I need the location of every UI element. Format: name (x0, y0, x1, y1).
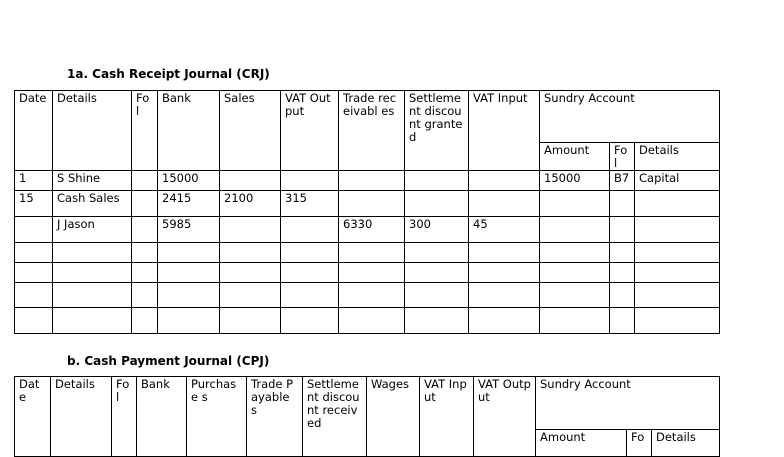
crj-cell-trade-receivables (339, 243, 405, 263)
crj-cell-trade-receivables (339, 171, 405, 191)
cpj-header-sundry-fol: Fo (627, 430, 652, 457)
crj-cell-details (53, 283, 132, 308)
crj-cell-fol (132, 243, 158, 263)
crj-cell-settlement-discount (405, 243, 469, 263)
crj-header-bank: Bank (158, 91, 220, 171)
crj-cell-sundry-details (635, 243, 720, 263)
crj-header-vat-input: VAT Input (469, 91, 540, 171)
crj-cell-bank: 15000 (158, 171, 220, 191)
crj-cell-sundry-fol (610, 308, 635, 334)
crj-cell-vat-output: 315 (281, 191, 339, 217)
crj-cell-details: S Shine (53, 171, 132, 191)
cpj-table (14, 376, 720, 457)
crj-cell-sales (220, 263, 281, 283)
crj-cell-details: J Jason (53, 217, 132, 243)
cpj-header-sundry-amount: Amount (536, 430, 627, 457)
crj-cell-vat-input (469, 263, 540, 283)
crj-cell-date (15, 283, 53, 308)
crj-cell-bank (158, 263, 220, 283)
crj-cell-sundry-fol (610, 263, 635, 283)
crj-cell-sundry-fol: B7 (610, 171, 635, 191)
crj-header-fol: Fo l (132, 91, 158, 171)
crj-cell-trade-receivables (339, 308, 405, 334)
crj-cell-sales (220, 308, 281, 334)
crj-cell-vat-output (281, 217, 339, 243)
crj-cell-date: 15 (15, 191, 53, 217)
crj-cell-settlement-discount (405, 191, 469, 217)
crj-header-sundry: Sundry Account (540, 91, 720, 143)
crj-cell-sundry-amount: 15000 (540, 171, 610, 191)
crj-cell-bank: 5985 (158, 217, 220, 243)
crj-cell-date (15, 217, 53, 243)
cpj-header-details: Details (51, 377, 112, 457)
crj-cell-details (53, 263, 132, 283)
crj-cell-vat-input: 45 (469, 217, 540, 243)
crj-cell-settlement-discount (405, 308, 469, 334)
crj-cell-sundry-details (635, 191, 720, 217)
crj-cell-sales: 2100 (220, 191, 281, 217)
crj-cell-vat-input (469, 283, 540, 308)
crj-header-details: Details (53, 91, 132, 171)
crj-cell-details: Cash Sales (53, 191, 132, 217)
cpj-header-vat-input: VAT Input (420, 377, 474, 457)
crj-cell-vat-output (281, 263, 339, 283)
crj-cell-date (15, 263, 53, 283)
table-row (15, 263, 720, 283)
crj-cell-sales (220, 171, 281, 191)
crj-cell-sundry-fol (610, 243, 635, 263)
crj-cell-sundry-amount (540, 263, 610, 283)
crj-header-sundry-fol: Fo l (610, 143, 635, 171)
crj-cell-sundry-details: Capital (635, 171, 720, 191)
crj-cell-date (15, 308, 53, 334)
crj-cell-trade-receivables: 6330 (339, 217, 405, 243)
cpj-header-sundry-details: Details (652, 430, 720, 457)
table-row (15, 217, 720, 243)
crj-cell-sundry-amount (540, 243, 610, 263)
cpj-header-fol: Fo l (112, 377, 137, 457)
crj-cell-fol (132, 308, 158, 334)
crj-cell-bank (158, 243, 220, 263)
crj-cell-settlement-discount: 300 (405, 217, 469, 243)
cpj-title: b. Cash Payment Journal (CPJ) (67, 354, 270, 368)
cpj-header-purchases: Purchase s (187, 377, 247, 457)
crj-cell-vat-input (469, 308, 540, 334)
table-row (15, 308, 720, 334)
table-row (15, 243, 720, 263)
crj-header-trade-receivables: Trade receivabl es (339, 91, 405, 171)
crj-cell-sundry-amount (540, 283, 610, 308)
crj-cell-sundry-details (635, 308, 720, 334)
crj-cell-vat-input (469, 243, 540, 263)
crj-title: 1a. Cash Receipt Journal (CRJ) (67, 67, 270, 81)
cpj-header-vat-output: VAT Output (474, 377, 536, 457)
crj-cell-vat-input (469, 171, 540, 191)
crj-header-settlement-discount: Settleme nt discount granted (405, 91, 469, 171)
crj-cell-sundry-amount (540, 308, 610, 334)
crj-cell-bank (158, 308, 220, 334)
cpj-header-trade-payables: Trade Payable s (247, 377, 303, 457)
table-row (15, 171, 720, 191)
crj-cell-vat-output (281, 171, 339, 191)
crj-cell-sundry-amount (540, 217, 610, 243)
crj-table (14, 90, 720, 334)
crj-cell-settlement-discount (405, 171, 469, 191)
crj-cell-sales (220, 217, 281, 243)
crj-cell-vat-input (469, 191, 540, 217)
crj-cell-vat-output (281, 243, 339, 263)
crj-cell-date: 1 (15, 171, 53, 191)
crj-cell-sundry-fol (610, 283, 635, 308)
crj-cell-settlement-discount (405, 263, 469, 283)
crj-cell-sundry-fol (610, 217, 635, 243)
cpj-header-wages: Wages (367, 377, 420, 457)
crj-cell-sundry-details (635, 283, 720, 308)
crj-cell-sundry-details (635, 263, 720, 283)
crj-header-sundry-details: Details (635, 143, 720, 171)
cpj-header-sundry: Sundry Account (536, 377, 720, 430)
crj-cell-sundry-fol (610, 191, 635, 217)
crj-header-row (15, 91, 720, 143)
crj-cell-sales (220, 283, 281, 308)
cpj-header-settlement-discount: Settleme nt discount received (303, 377, 367, 457)
crj-cell-fol (132, 191, 158, 217)
crj-cell-fol (132, 171, 158, 191)
crj-cell-fol (132, 283, 158, 308)
table-row (15, 191, 720, 217)
crj-cell-details (53, 243, 132, 263)
crj-header-sundry-amount: Amount (540, 143, 610, 171)
crj-header-date: Date (15, 91, 53, 171)
crj-header-sales: Sales (220, 91, 281, 171)
crj-cell-trade-receivables (339, 191, 405, 217)
crj-cell-fol (132, 263, 158, 283)
crj-cell-vat-output (281, 283, 339, 308)
cpj-header-row (15, 377, 720, 430)
crj-cell-fol (132, 217, 158, 243)
crj-cell-trade-receivables (339, 283, 405, 308)
crj-cell-bank (158, 283, 220, 308)
crj-header-vat-output: VAT Output (281, 91, 339, 171)
cpj-header-bank: Bank (137, 377, 187, 457)
crj-cell-date (15, 243, 53, 263)
crj-cell-settlement-discount (405, 283, 469, 308)
crj-cell-details (53, 308, 132, 334)
crj-cell-sales (220, 243, 281, 263)
table-row (15, 283, 720, 308)
crj-body (15, 171, 720, 334)
crj-cell-trade-receivables (339, 263, 405, 283)
crj-cell-bank: 2415 (158, 191, 220, 217)
cpj-header-date: Dat e (15, 377, 51, 457)
crj-cell-sundry-details (635, 217, 720, 243)
crj-cell-sundry-amount (540, 191, 610, 217)
crj-cell-vat-output (281, 308, 339, 334)
